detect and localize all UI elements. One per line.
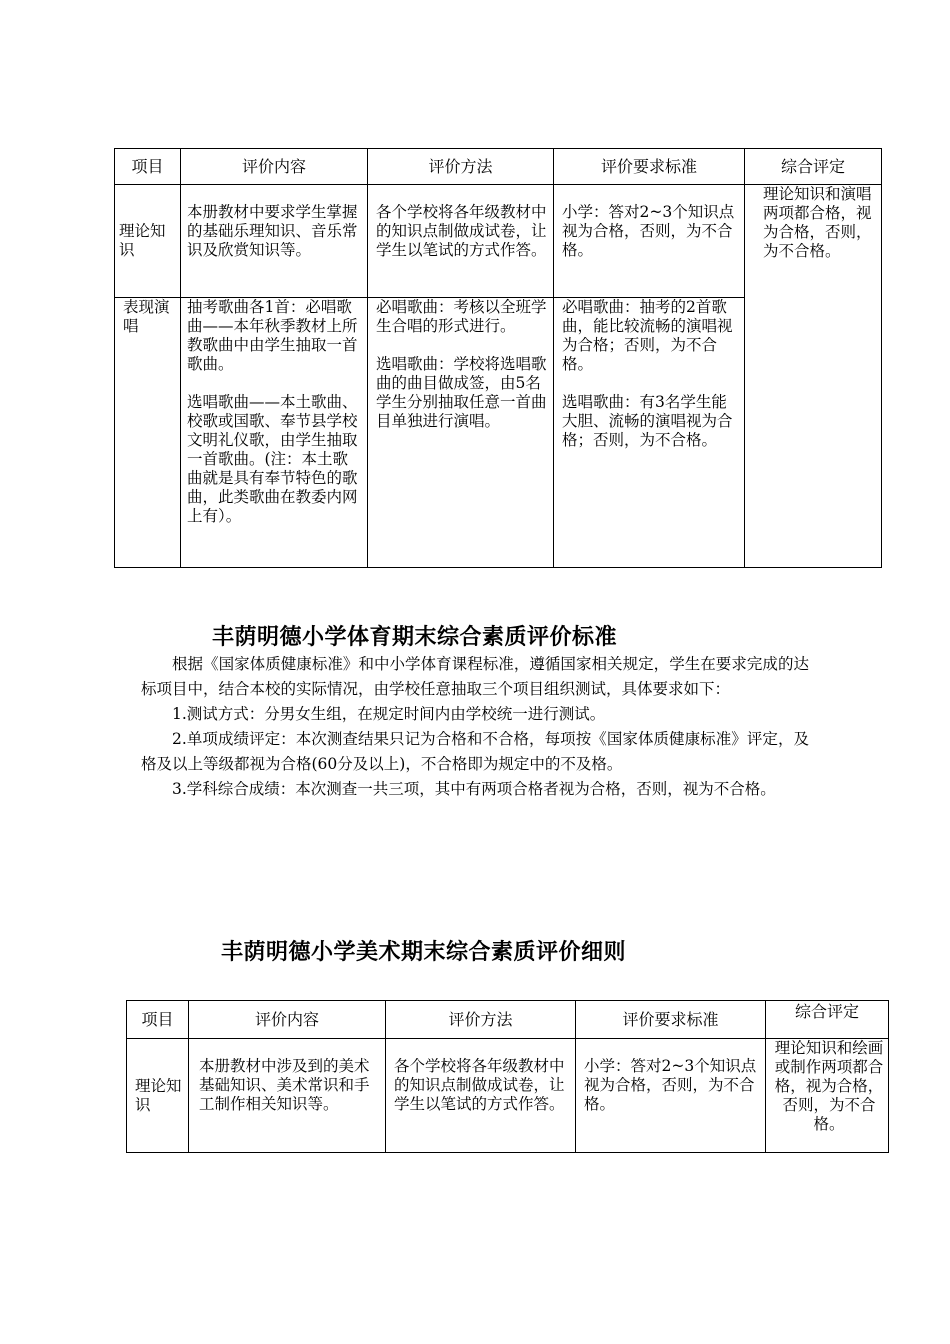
optional-song-content: 选唱歌曲——本土歌曲、校歌或国歌、奉节县学校文明礼仪歌，由学生抽取一首歌曲。(注：本土歌曲就是具有奉节特色的歌曲，此类歌曲在教委内网上有）。 <box>187 393 358 525</box>
art-theory-item: 理论知识 <box>127 1039 189 1153</box>
header-item: 项目 <box>127 1001 189 1039</box>
singing-method <box>368 298 554 568</box>
art-theory-standard: 小学：答对2~3个知识点视为合格，否则，为不合格。 <box>576 1039 766 1153</box>
singing-standard <box>554 298 745 568</box>
table-row <box>127 1039 889 1153</box>
art-theory-content: 本册教材中涉及到的美术基础知识、美术常识和手工制作相关知识等。 <box>189 1039 386 1153</box>
pe-item-1: 1.测试方式：分男女生组，在规定时间内由学校统一进行测试。 <box>172 705 606 723</box>
header-overall: 综合评定 <box>766 1001 889 1039</box>
header-content: 评价内容 <box>181 149 368 185</box>
table-row <box>115 185 882 298</box>
required-song-method: 必唱歌曲：考核以全班学生合唱的形式进行。 <box>376 298 547 335</box>
overall-assessment: 理论知识和演唱两项都合格，视为合格，否则，为不合格。 <box>745 185 882 568</box>
header-content: 评价内容 <box>189 1001 386 1039</box>
header-method: 评价方法 <box>368 149 554 185</box>
table-header-row <box>115 149 882 185</box>
pe-section-body <box>141 652 809 802</box>
theory-standard: 小学：答对2~3个知识点视为合格，否则，为不合格。 <box>554 185 745 298</box>
header-overall: 综合评定 <box>745 149 882 185</box>
art-theory-method: 各个学校将各年级教材中的知识点制做成试卷，让学生以笔试的方式作答。 <box>386 1039 576 1153</box>
art-evaluation-table <box>126 1000 889 1153</box>
pe-section-title: 丰荫明德小学体育期末综合素质评价标准 <box>212 625 618 650</box>
singing-content <box>181 298 368 568</box>
singing-item: 表现演唱 <box>115 298 181 568</box>
optional-song-method: 选唱歌曲：学校将选唱歌曲的曲目做成签，由5名学生分别抽取任意一首曲目单独进行演唱。 <box>376 355 547 430</box>
pe-item-3: 3.学科综合成绩：本次测查一共三项，其中有两项合格者视为合格，否则，视为不合格。 <box>172 780 776 798</box>
music-evaluation-table <box>114 148 882 568</box>
theory-content: 本册教材中要求学生掌握的基础乐理知识、音乐常识及欣赏知识等。 <box>181 185 368 298</box>
required-song-standard: 必唱歌曲：抽考的2首歌曲，能比较流畅的演唱视为合格；否则，为不合格。 <box>562 298 733 373</box>
table-header-row <box>127 1001 889 1039</box>
optional-song-standard: 选唱歌曲：有3名学生能大胆、流畅的演唱视为合格；否则，为不合格。 <box>562 393 733 449</box>
theory-item: 理论知识 <box>115 185 181 298</box>
pe-intro: 根据《国家体质健康标准》和中小学体育课程标准，遵循国家相关规定，学生在要求完成的达标项目中，结合本校的实际情况，由学校任意抽取三个项目组织测试，具体要求如下： <box>141 655 809 698</box>
art-overall-assessment: 理论知识和绘画或制作两项都合格，视为合格，否则，为不合格。 <box>766 1039 889 1153</box>
header-item: 项目 <box>115 149 181 185</box>
required-song-content: 抽考歌曲各1首：必唱歌曲——本年秋季教材上所教歌曲中由学生抽取一首歌曲。 <box>187 298 358 373</box>
header-standard: 评价要求标准 <box>576 1001 766 1039</box>
art-section-title: 丰荫明德小学美术期末综合素质评价细则 <box>221 940 627 965</box>
pe-item-2: 2.单项成绩评定：本次测查结果只记为合格和不合格，每项按《国家体质健康标准》评定，及格及以上等级都视为合格(60分及以上)，不合格即为规定中的不及格。 <box>141 730 809 773</box>
theory-method: 各个学校将各年级教材中的知识点制做成试卷，让学生以笔试的方式作答。 <box>368 185 554 298</box>
header-method: 评价方法 <box>386 1001 576 1039</box>
header-standard: 评价要求标准 <box>554 149 745 185</box>
